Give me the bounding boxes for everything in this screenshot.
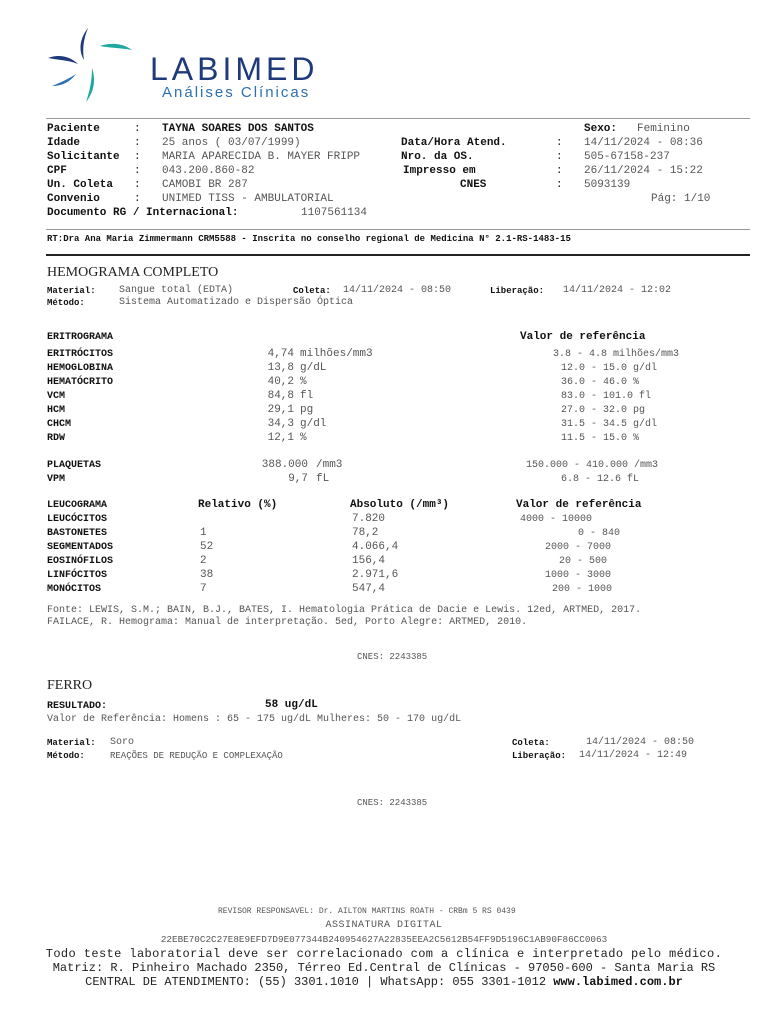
solicitante-value: MARIA APARECIDA B. MAYER FRIPP bbox=[162, 151, 361, 163]
leuco-header-ref: Valor de referência bbox=[516, 499, 642, 511]
table-row-rel: 7 bbox=[200, 583, 207, 595]
table-row-unit: /mm3 bbox=[316, 459, 343, 471]
table-row-ref: 12.0 - 15.0 g/dl bbox=[561, 363, 658, 374]
table-row-abs: 4.066,4 bbox=[352, 541, 399, 553]
hemo-liberacao-label: Liberação: bbox=[490, 286, 545, 296]
eritrograma-ref-header: Valor de referência bbox=[520, 331, 646, 343]
table-row-name: BASTONETES bbox=[47, 528, 108, 539]
table-row-unit: fL bbox=[316, 473, 330, 485]
un-coleta-label: Un. Coleta bbox=[47, 179, 114, 191]
table-row-name: CHCM bbox=[47, 419, 72, 430]
atend-value: 14/11/2024 - 08:36 bbox=[584, 137, 703, 149]
table-row-rel: 52 bbox=[200, 541, 214, 553]
ferro-material-value: Soro bbox=[110, 737, 135, 748]
os-colon: : bbox=[556, 151, 563, 163]
sexo-value: Feminino bbox=[637, 123, 690, 135]
table-row-abs: 547,4 bbox=[352, 583, 386, 595]
cpf-value: 043.200.860-82 bbox=[162, 165, 255, 177]
table-row-name: MONÓCITOS bbox=[47, 584, 102, 595]
table-row-value: 84,8 bbox=[267, 390, 294, 402]
table-row-name: EOSINÓFILOS bbox=[47, 556, 114, 567]
table-row-name: HEMATÓCRITO bbox=[47, 377, 114, 388]
idade-label: Idade bbox=[47, 137, 81, 149]
table-row-abs: 2.971,6 bbox=[352, 569, 399, 581]
rt-line: RT:Dra Ana Maria Zimmermann CRM5588 - Inscrita no conselho regional de Medicina N° 2.1-RS-1483-15 bbox=[47, 234, 571, 244]
documento-label: Documento RG / Internacional: bbox=[47, 207, 239, 219]
table-row-ref: 2000 - 7000 bbox=[545, 542, 612, 553]
documento-value: 1107561134 bbox=[301, 207, 368, 219]
header-rule-3 bbox=[46, 254, 750, 256]
ferro-metodo-value: REAÇÕES DE REDUÇÃO E COMPLEXAÇÃO bbox=[110, 751, 283, 761]
table-row-name: LINFÓCITOS bbox=[47, 570, 108, 581]
table-row-ref: 1000 - 3000 bbox=[545, 570, 612, 581]
table-row-unit: % bbox=[300, 376, 307, 388]
os-value: 505-67158-237 bbox=[584, 151, 670, 163]
table-row-ref: 36.0 - 46.0 % bbox=[561, 377, 640, 388]
hemo-metodo-value: Sistema Automatizado e Dispersão Óptica bbox=[119, 297, 354, 308]
hemo-coleta-value: 14/11/2024 - 08:50 bbox=[343, 285, 452, 296]
table-row-unit: pg bbox=[300, 404, 314, 416]
cpf-colon: : bbox=[134, 165, 141, 177]
hemo-metodo-label: Método: bbox=[47, 298, 85, 308]
ferro-resultado-label: RESULTADO: bbox=[47, 701, 108, 712]
table-row-value: 34,3 bbox=[267, 418, 294, 430]
un-coleta-value: CAMOBI BR 287 bbox=[162, 179, 248, 191]
table-row-value: 13,8 bbox=[267, 362, 294, 374]
atend-label: Data/Hora Atend. bbox=[401, 137, 507, 149]
sexo-label: Sexo: bbox=[584, 123, 618, 135]
table-row-name: SEGMENTADOS bbox=[47, 542, 114, 553]
table-row-ref: 11.5 - 15.0 % bbox=[561, 433, 640, 444]
assinatura-line: ASSINATURA DIGITAL bbox=[325, 920, 443, 931]
ferro-liberacao-value: 14/11/2024 - 12:49 bbox=[579, 750, 688, 761]
idade-value: 25 anos ( 03/07/1999) bbox=[162, 137, 301, 149]
central-text: CENTRAL DE ATENDIMENTO: (55) 3301.1010 | WhatsApp: 055 3301-1012 bbox=[85, 975, 554, 989]
table-row-ref: 200 - 1000 bbox=[552, 584, 613, 595]
impresso-value: 26/11/2024 - 15:22 bbox=[584, 165, 703, 177]
ferro-coleta-label: Coleta: bbox=[512, 738, 550, 748]
atend-colon: : bbox=[556, 137, 563, 149]
fonte-line-2: FAILACE, R. Hemograma: Manual de interpretação. 5ed, Porto Alegre: ARTMED, 2010. bbox=[47, 617, 528, 628]
ferro-material-label: Material: bbox=[47, 738, 96, 748]
site-link[interactable]: www.labimed.com.br bbox=[553, 975, 683, 989]
fonte-line-1: Fonte: LEWIS, S.M.; BAIN, B.J., BATES, I. Hematologia Prática de Dacie e Lewis. 12ed, ARTMED, 2017. bbox=[47, 605, 642, 616]
paciente-value: TAYNA SOARES DOS SANTOS bbox=[162, 123, 314, 135]
convenio-label: Convenio bbox=[47, 193, 100, 205]
cnes-colon: : bbox=[556, 179, 563, 191]
matriz-line: Matriz: R. Pinheiro Machado 2350, Térreo Ed.Central de Clínicas - 97050-600 - Santa Maria RS bbox=[52, 961, 716, 975]
table-row-unit: g/dl bbox=[300, 418, 327, 430]
cpf-label: CPF bbox=[47, 165, 67, 177]
os-label: Nro. da OS. bbox=[401, 151, 474, 163]
brand-name: LABIMED bbox=[150, 51, 319, 87]
table-row-value: 12,1 bbox=[267, 432, 294, 444]
table-row-name: VCM bbox=[47, 391, 66, 402]
signature-hash: 22EBE70C2C27E8E9EFD7D9E077344B240954627A22835EEA2C5612B54FF9D5196C1AB90F86CC0063 bbox=[160, 934, 608, 945]
table-row-name: HCM bbox=[47, 405, 66, 416]
table-row-unit: fl bbox=[300, 390, 314, 402]
labimed-logo-mark-icon bbox=[40, 24, 140, 104]
table-row-ref: 3.8 - 4.8 milhões/mm3 bbox=[553, 349, 680, 360]
table-row-ref: 4000 - 10000 bbox=[520, 514, 593, 525]
table-row-ref: 31.5 - 34.5 g/dl bbox=[561, 419, 658, 430]
ferro-coleta-value: 14/11/2024 - 08:50 bbox=[586, 737, 695, 748]
ferro-resultado-value: 58 ug/dL bbox=[265, 699, 318, 711]
aviso-line: Todo teste laboratorial deve ser correlacionado com a clínica e interpretado pelo médico. bbox=[45, 947, 723, 961]
table-row-ref: 83.0 - 101.0 fl bbox=[561, 391, 652, 402]
table-row-name: RDW bbox=[47, 433, 66, 444]
cnes-label: CNES bbox=[460, 179, 487, 191]
revisor-line: REVISOR RESPONSAVEL: Dr. AILTON MARTINS ROATH - CRBm 5 RS 0439 bbox=[218, 907, 516, 916]
eritrograma-header: ERITROGRAMA bbox=[47, 332, 114, 343]
impresso-label: Impresso em bbox=[403, 165, 476, 177]
table-row-ref: 0 - 840 bbox=[578, 528, 621, 539]
solicitante-label: Solicitante bbox=[47, 151, 120, 163]
table-row-ref: 150.000 - 410.000 /mm3 bbox=[526, 460, 659, 471]
table-row-rel: 38 bbox=[200, 569, 214, 581]
impresso-colon: : bbox=[556, 165, 563, 177]
table-row-name: PLAQUETAS bbox=[47, 460, 102, 471]
ferro-cnes: CNES: 2243385 bbox=[357, 798, 428, 808]
ferro-metodo-label: Método: bbox=[47, 751, 85, 761]
ferro-title: FERRO bbox=[47, 678, 93, 693]
hemo-cnes: CNES: 2243385 bbox=[357, 652, 428, 662]
table-row-value: 40,2 bbox=[267, 376, 294, 388]
table-row-ref: 27.0 - 32.0 pg bbox=[561, 405, 646, 416]
hemo-material-value: Sangue total (EDTA) bbox=[119, 285, 234, 296]
table-row-abs: 7.820 bbox=[352, 513, 386, 525]
table-row-value: 9,7 bbox=[288, 473, 308, 485]
leuco-header-abs: Absoluto (/mm³) bbox=[350, 499, 450, 511]
solicitante-colon: : bbox=[134, 151, 141, 163]
central-line bbox=[0, 975, 768, 989]
table-row-rel: 1 bbox=[200, 527, 207, 539]
table-row-unit: milhões/mm3 bbox=[300, 348, 373, 360]
un-coleta-colon: : bbox=[134, 179, 141, 191]
labimed-logo bbox=[40, 24, 360, 104]
hemo-coleta-label: Coleta: bbox=[293, 286, 331, 296]
hemo-material-label: Material: bbox=[47, 286, 96, 296]
table-row-value: 388.000 bbox=[261, 459, 308, 471]
table-row-value: 29,1 bbox=[267, 404, 294, 416]
page-number: Pág: 1/10 bbox=[651, 193, 711, 205]
leuco-header-name: LEUCOGRAMA bbox=[47, 500, 108, 511]
table-row-abs: 78,2 bbox=[352, 527, 379, 539]
convenio-value: UNIMED TISS - AMBULATORIAL bbox=[162, 193, 334, 205]
table-row-value: 4,74 bbox=[267, 348, 294, 360]
table-row-unit: g/dL bbox=[300, 362, 327, 374]
table-row-name: ERITRÓCITOS bbox=[47, 349, 114, 360]
convenio-colon: : bbox=[134, 193, 141, 205]
ferro-liberacao-label: Liberação: bbox=[512, 751, 567, 761]
table-row-name: LEUCÓCITOS bbox=[47, 514, 108, 525]
ferro-ref-line: Valor de Referência: Homens : 65 - 175 ug/dL Mulheres: 50 - 170 ug/dL bbox=[47, 714, 462, 725]
table-row-ref: 20 - 500 bbox=[559, 556, 608, 567]
hemograma-title: HEMOGRAMA COMPLETO bbox=[47, 265, 219, 280]
table-row-ref: 6.8 - 12.6 fL bbox=[561, 474, 640, 485]
header-rule-2 bbox=[46, 229, 750, 230]
idade-colon: : bbox=[134, 137, 141, 149]
hemo-liberacao-value: 14/11/2024 - 12:02 bbox=[563, 285, 672, 296]
table-row-name: VPM bbox=[47, 474, 66, 485]
leuco-header-rel: Relativo (%) bbox=[198, 499, 278, 511]
cnes-value: 5093139 bbox=[584, 179, 631, 191]
table-row-unit: % bbox=[300, 432, 307, 444]
table-row-name: HEMOGLOBINA bbox=[47, 363, 114, 374]
paciente-label: Paciente bbox=[47, 123, 100, 135]
table-row-rel: 2 bbox=[200, 555, 207, 567]
table-row-abs: 156,4 bbox=[352, 555, 386, 567]
header-top-rule bbox=[46, 118, 750, 119]
paciente-colon: : bbox=[134, 123, 141, 135]
brand-subtitle: Análises Clínicas bbox=[162, 84, 311, 101]
